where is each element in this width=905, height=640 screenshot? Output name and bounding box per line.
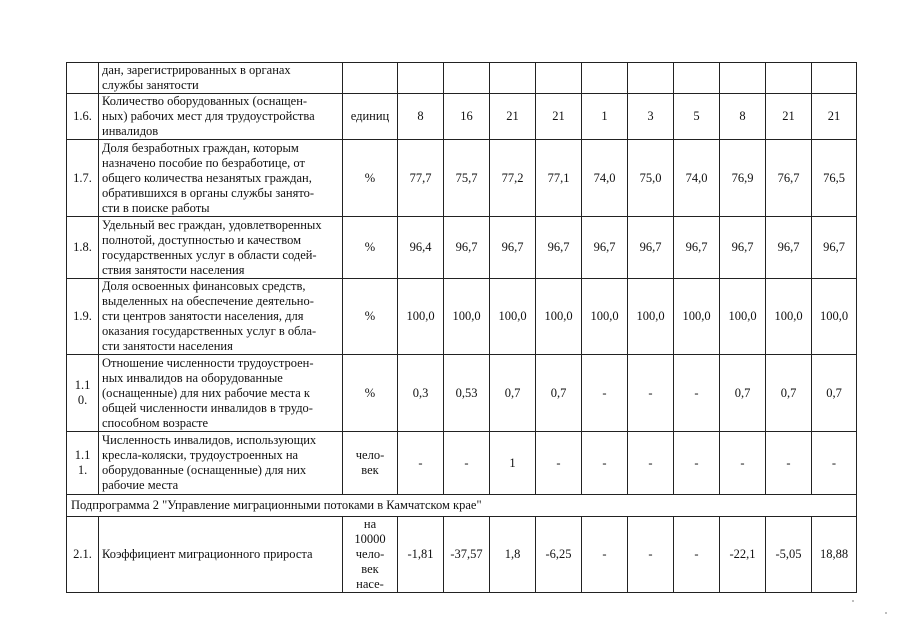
- value-cell: 16: [444, 94, 490, 140]
- value-cell: 74,0: [582, 140, 628, 217]
- indicator-name-line: сти в поиске работы: [102, 200, 210, 215]
- indicator-name: [99, 432, 343, 495]
- value-cell: 96,7: [766, 217, 812, 279]
- value-cell: 76,5: [812, 140, 857, 217]
- value-cell: -: [398, 432, 444, 495]
- indicator-name: [99, 217, 343, 279]
- row-number: [67, 279, 99, 355]
- row-number-text: 1.9.: [73, 309, 92, 323]
- value-cell: 77,2: [490, 140, 536, 217]
- row-number: [67, 517, 99, 593]
- value-cell: -: [766, 432, 812, 495]
- unit-line: на: [363, 517, 377, 531]
- value-cell: 96,7: [536, 217, 582, 279]
- unit-cell: [343, 217, 398, 279]
- value-cell: [720, 63, 766, 94]
- value-cell: 0,53: [444, 355, 490, 432]
- value-cell: [674, 63, 720, 94]
- value-cell: 100,0: [398, 279, 444, 355]
- unit-cell: [343, 140, 398, 217]
- value-cell: -: [536, 432, 582, 495]
- unit-cell: [343, 94, 398, 140]
- table-row: [67, 279, 857, 355]
- value-cell: 96,7: [490, 217, 536, 279]
- value-cell: 96,4: [398, 217, 444, 279]
- value-cell: -5,05: [766, 517, 812, 593]
- unit-line: 10000: [354, 532, 386, 546]
- row-number-text: 0.: [77, 393, 88, 407]
- indicator-name-line: государственных услуг в области содей-: [102, 247, 317, 262]
- value-cell: 21: [812, 94, 857, 140]
- value-cell: 1: [582, 94, 628, 140]
- unit-line: %: [364, 309, 376, 323]
- indicator-name-line: (оснащенные) для них рабочие места к: [102, 385, 310, 400]
- indicator-name-line: Доля безработных граждан, которым: [102, 140, 299, 155]
- value-cell: 1,8: [490, 517, 536, 593]
- unit-cell: [343, 517, 398, 593]
- row-number-text: 1.8.: [73, 240, 92, 254]
- value-cell: 5: [674, 94, 720, 140]
- row-number-text: 1.: [77, 463, 88, 477]
- indicator-name-line: назначено пособие по безработице, от: [102, 155, 305, 170]
- value-cell: 100,0: [582, 279, 628, 355]
- value-cell: 8: [398, 94, 444, 140]
- indicator-name: [99, 355, 343, 432]
- row-number-text: 2.1.: [73, 547, 92, 561]
- value-cell: [812, 63, 857, 94]
- value-cell: 0,3: [398, 355, 444, 432]
- value-cell: -22,1: [720, 517, 766, 593]
- value-cell: 0,7: [720, 355, 766, 432]
- value-cell: 100,0: [766, 279, 812, 355]
- value-cell: 100,0: [674, 279, 720, 355]
- value-cell: [444, 63, 490, 94]
- value-cell: 0,7: [766, 355, 812, 432]
- unit-line: чело-: [355, 448, 385, 462]
- value-cell: 77,1: [536, 140, 582, 217]
- value-cell: -: [674, 517, 720, 593]
- table-row: [67, 432, 857, 495]
- indicator-name: [99, 279, 343, 355]
- indicator-name-line: Отношение численности трудоустроен-: [102, 355, 314, 370]
- row-number: [67, 63, 99, 94]
- value-cell: 96,7: [812, 217, 857, 279]
- value-cell: [490, 63, 536, 94]
- row-number-text: 1.6.: [73, 109, 92, 123]
- value-cell: 76,7: [766, 140, 812, 217]
- indicator-name-line: службы занятости: [102, 78, 199, 92]
- row-number-text: 1.1: [74, 378, 91, 392]
- value-cell: -: [812, 432, 857, 495]
- value-cell: 21: [766, 94, 812, 140]
- value-cell: 74,0: [674, 140, 720, 217]
- value-cell: -: [582, 355, 628, 432]
- value-cell: 8: [720, 94, 766, 140]
- value-cell: 77,7: [398, 140, 444, 217]
- value-cell: [536, 63, 582, 94]
- indicator-name-line: Доля освоенных финансовых средств,: [102, 279, 306, 293]
- indicator-name-line: ных) рабочих мест для трудоустройства: [102, 109, 315, 123]
- value-cell: 21: [490, 94, 536, 140]
- value-cell: 96,7: [582, 217, 628, 279]
- subprogram-title: Подпрограмма 2 "Управление миграционными потоками в Камчатском крае": [67, 495, 857, 517]
- value-cell: 0,7: [536, 355, 582, 432]
- value-cell: -: [582, 432, 628, 495]
- indicator-name: [99, 63, 343, 94]
- indicator-name-line: Коэффициент миграционного прироста: [102, 547, 313, 561]
- value-cell: 3: [628, 94, 674, 140]
- indicator-name-line: выделенных на обеспечение деятельно-: [102, 294, 314, 308]
- row-number: [67, 94, 99, 140]
- indicator-name: [99, 94, 343, 140]
- indicator-name-line: обратившихся в органы службы занято-: [102, 185, 315, 200]
- table-row: [67, 355, 857, 432]
- unit-line: %: [364, 240, 376, 254]
- value-cell: 96,7: [444, 217, 490, 279]
- indicator-name-line: инвалидов: [102, 124, 159, 138]
- indicator-name-line: Численность инвалидов, использующих: [102, 433, 317, 447]
- indicator-name-line: способном возрасте: [102, 415, 209, 430]
- value-cell: 100,0: [536, 279, 582, 355]
- value-cell: [398, 63, 444, 94]
- value-cell: -: [628, 517, 674, 593]
- indicator-name: [99, 517, 343, 593]
- indicator-name: [99, 140, 343, 217]
- row-number: [67, 217, 99, 279]
- unit-line: век: [361, 463, 379, 477]
- value-cell: 100,0: [628, 279, 674, 355]
- value-cell: 1: [490, 432, 536, 495]
- value-cell: -: [582, 517, 628, 593]
- indicator-name-line: сти центров занятости населения, для: [102, 309, 304, 323]
- value-cell: [628, 63, 674, 94]
- indicator-name-line: рабочие места: [102, 478, 179, 492]
- section-row: [67, 495, 857, 517]
- scan-speck: [885, 612, 887, 614]
- value-cell: -: [444, 432, 490, 495]
- value-cell: 100,0: [444, 279, 490, 355]
- value-cell: [582, 63, 628, 94]
- value-cell: 96,7: [720, 217, 766, 279]
- row-number-text: 1.1: [74, 448, 91, 462]
- indicator-name-line: ных инвалидов на оборудованные: [102, 370, 283, 385]
- value-cell: [766, 63, 812, 94]
- value-cell: -6,25: [536, 517, 582, 593]
- value-cell: 75,0: [628, 140, 674, 217]
- value-cell: 100,0: [720, 279, 766, 355]
- value-cell: 75,7: [444, 140, 490, 217]
- indicator-name-line: общей численности инвалидов в трудо-: [102, 400, 313, 415]
- value-cell: -: [674, 432, 720, 495]
- indicator-name-line: дан, зарегистрированных в органах: [102, 63, 291, 77]
- indicator-name-line: общего количества незанятых граждан,: [102, 170, 312, 185]
- value-cell: 96,7: [628, 217, 674, 279]
- unit-line: %: [364, 170, 376, 185]
- unit-cell: [343, 355, 398, 432]
- unit-line: век: [361, 562, 379, 576]
- value-cell: 100,0: [490, 279, 536, 355]
- row-number: [67, 140, 99, 217]
- unit-line: %: [364, 385, 376, 400]
- value-cell: 96,7: [674, 217, 720, 279]
- value-cell: 21: [536, 94, 582, 140]
- row-number: [67, 355, 99, 432]
- indicator-name-line: Удельный вес граждан, удовлетворенных: [102, 217, 322, 232]
- unit-cell: [343, 279, 398, 355]
- unit-line: насе-: [356, 577, 384, 591]
- row-number-text: 1.7.: [73, 170, 92, 185]
- indicator-name-line: сти занятости населения: [102, 339, 233, 353]
- table-row: [67, 94, 857, 140]
- unit-line: чело-: [355, 547, 385, 561]
- indicator-name-line: оказания государственных услуг в обла-: [102, 324, 317, 338]
- indicator-name-line: кресла-коляски, трудоустроенных на: [102, 448, 299, 462]
- table-row: [67, 140, 857, 217]
- unit-cell: [343, 432, 398, 495]
- value-cell: -: [674, 355, 720, 432]
- value-cell: -37,57: [444, 517, 490, 593]
- indicator-name-line: Количество оборудованных (оснащен-: [102, 94, 308, 108]
- table-row: [67, 63, 857, 94]
- value-cell: -: [720, 432, 766, 495]
- indicators-table: [66, 62, 857, 593]
- indicator-name-line: полнотой, доступностью и качеством: [102, 232, 302, 247]
- unit-cell: [343, 63, 398, 94]
- table-row: [67, 517, 857, 593]
- scan-speck: [852, 600, 854, 602]
- value-cell: 0,7: [812, 355, 857, 432]
- value-cell: -: [628, 432, 674, 495]
- unit-line: единиц: [350, 109, 390, 123]
- value-cell: -1,81: [398, 517, 444, 593]
- indicator-name-line: оборудованные (оснащенные) для них: [102, 463, 307, 477]
- value-cell: 18,88: [812, 517, 857, 593]
- indicator-name-line: ствия занятости населения: [102, 262, 245, 277]
- value-cell: 100,0: [812, 279, 857, 355]
- table-row: [67, 217, 857, 279]
- row-number: [67, 432, 99, 495]
- value-cell: 0,7: [490, 355, 536, 432]
- value-cell: -: [628, 355, 674, 432]
- value-cell: 76,9: [720, 140, 766, 217]
